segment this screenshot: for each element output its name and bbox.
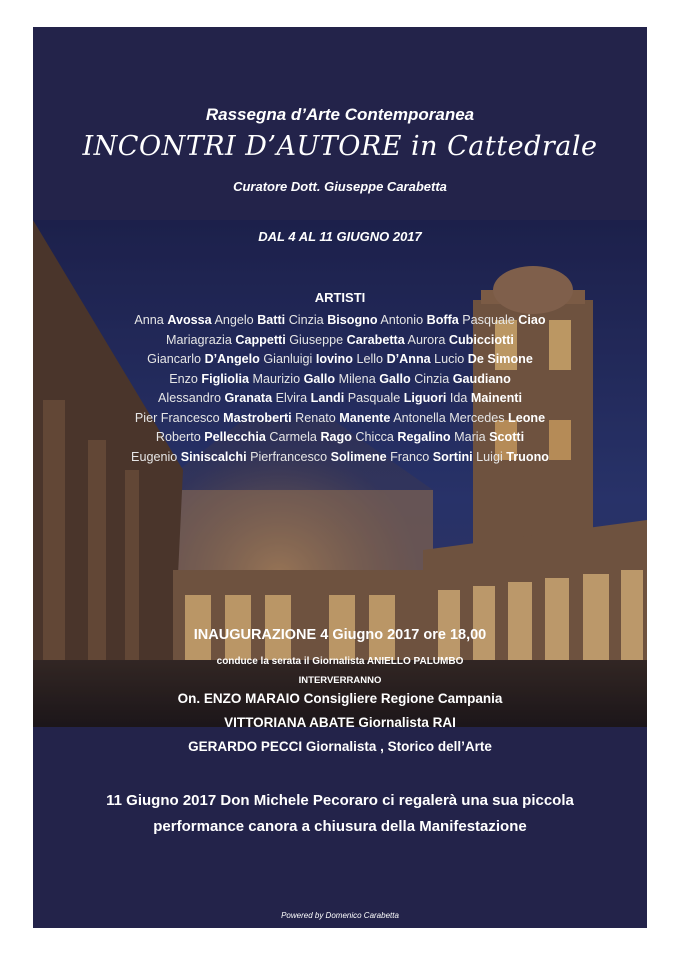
artist-surname: Liguori [403, 391, 447, 405]
speaker-line: VITTORIANA ABATE Giornalista RAI [224, 715, 456, 730]
artist-line [33, 331, 647, 351]
artist-surname: Leone [508, 410, 546, 425]
artist-surname: Boffa [426, 313, 459, 327]
artist-surname: Pellecchia [204, 430, 266, 444]
event-dates: DAL 4 AL 11 GIUGNO 2017 [258, 229, 422, 244]
artist-surname: Regalino [397, 430, 451, 444]
artist-surname: Siniscalchi [180, 449, 247, 464]
artist-surname: Landi [310, 391, 345, 405]
artist-line [33, 350, 647, 370]
host-line: conduce la serata il Giornalista ANIELLO PALUMBO [216, 656, 464, 667]
artist-first-name: Lucio [434, 352, 465, 366]
artist-surname: De Simone [467, 352, 533, 366]
artist-surname: Solimene [330, 449, 387, 464]
artist-surname: Bisogno [327, 313, 378, 327]
artist-surname: Iovino [315, 352, 353, 366]
artist-first-name: Lello [356, 352, 384, 366]
artist-first-name: Renato [295, 410, 336, 425]
artist-first-name: Carmela [269, 430, 317, 444]
credit-footer: Powered by Domenico Carabetta [281, 911, 399, 920]
artist-line [33, 389, 647, 409]
artist-first-name: Elvira [275, 391, 308, 405]
artist-surname: Gaudiano [452, 371, 511, 386]
speaker-line: On. ENZO MARAIO Consigliere Regione Campania [177, 691, 503, 706]
artist-surname: Cappetti [235, 332, 286, 347]
artist-first-name: Giuseppe [289, 332, 344, 347]
artist-first-name: Aurora [407, 332, 446, 347]
artist-line [33, 448, 647, 468]
artist-surname: Carabetta [346, 332, 405, 347]
artist-first-name: Milena [338, 371, 376, 386]
artist-first-name: Luigi [476, 449, 503, 464]
artist-first-name: Cinzia [414, 371, 450, 386]
artist-first-name: Pierfrancesco [250, 449, 328, 464]
artist-first-name: Franco [390, 449, 430, 464]
closing-line: 11 Giugno 2017 Don Michele Pecoraro ci regalerà una sua piccola [106, 792, 574, 809]
artist-surname: D’Angelo [204, 352, 260, 366]
artist-first-name: Chicca [355, 430, 394, 444]
artist-surname: Gallo [303, 371, 336, 386]
artist-first-name: Gianluigi [263, 352, 313, 366]
artist-first-name: Eugenio [131, 449, 178, 464]
artist-surname: Sortini [432, 449, 473, 464]
artist-first-name: Pasquale [462, 313, 515, 327]
artist-first-name: Cinzia [288, 313, 324, 327]
speakers-heading: INTERVERRANNO [298, 675, 382, 686]
artist-first-name: Anna [134, 313, 164, 327]
artist-first-name: Pasquale [347, 391, 401, 405]
artist-surname: Scotti [489, 430, 525, 444]
artist-first-name: Maria [454, 430, 486, 444]
artist-surname: Ciao [518, 313, 546, 327]
artist-line [33, 370, 647, 390]
exhibition-title: INCONTRI D’AUTORE in Cattedrale [82, 131, 598, 162]
artist-first-name: Ida [449, 391, 468, 405]
artist-surname: Figliolia [201, 371, 249, 386]
artist-surname: Batti [257, 313, 286, 327]
artists-heading: ARTISTI [314, 290, 366, 305]
artist-first-name: Roberto [155, 430, 201, 444]
poster [33, 27, 647, 928]
artist-first-name: Antonella Mercedes [393, 410, 505, 425]
artist-first-name: Pier Francesco [134, 410, 220, 425]
artist-line [33, 311, 647, 331]
artist-first-name: Antonio [380, 313, 424, 327]
artist-first-name: Mariagrazia [166, 332, 232, 347]
artist-first-name: Maurizio [252, 371, 301, 386]
artist-surname: Rago [320, 430, 352, 444]
artist-surname: Gallo [379, 371, 411, 386]
artist-first-name: Angelo [214, 313, 254, 327]
artist-surname: Avossa [167, 313, 212, 327]
speaker-line: GERARDO PECCI Giornalista , Storico dell’Arte [188, 739, 492, 754]
closing-line: performance canora a chiusura della Manifestazione [153, 818, 527, 835]
artist-surname: Mastroberti [223, 410, 292, 425]
artist-surname: Manente [339, 410, 391, 425]
artists-list [33, 311, 647, 467]
artist-first-name: Alessandro [158, 391, 222, 405]
artist-surname: Cubicciotti [448, 332, 514, 347]
artist-first-name: Giancarlo [147, 352, 202, 366]
artist-surname: Truono [506, 449, 549, 464]
artist-surname: D’Anna [386, 352, 431, 366]
curator-line: Curatore Dott. Giuseppe Carabetta [233, 179, 447, 194]
artist-line [33, 409, 647, 429]
exhibition-subtitle: Rassegna d’Arte Contemporanea [205, 105, 475, 124]
artist-surname: Mainenti [470, 391, 522, 405]
artist-surname: Granata [224, 391, 273, 405]
artist-line [33, 428, 647, 448]
inauguration-line: INAUGURAZIONE 4 Giugno 2017 ore 18,00 [193, 627, 487, 643]
artist-first-name: Enzo [169, 371, 198, 386]
